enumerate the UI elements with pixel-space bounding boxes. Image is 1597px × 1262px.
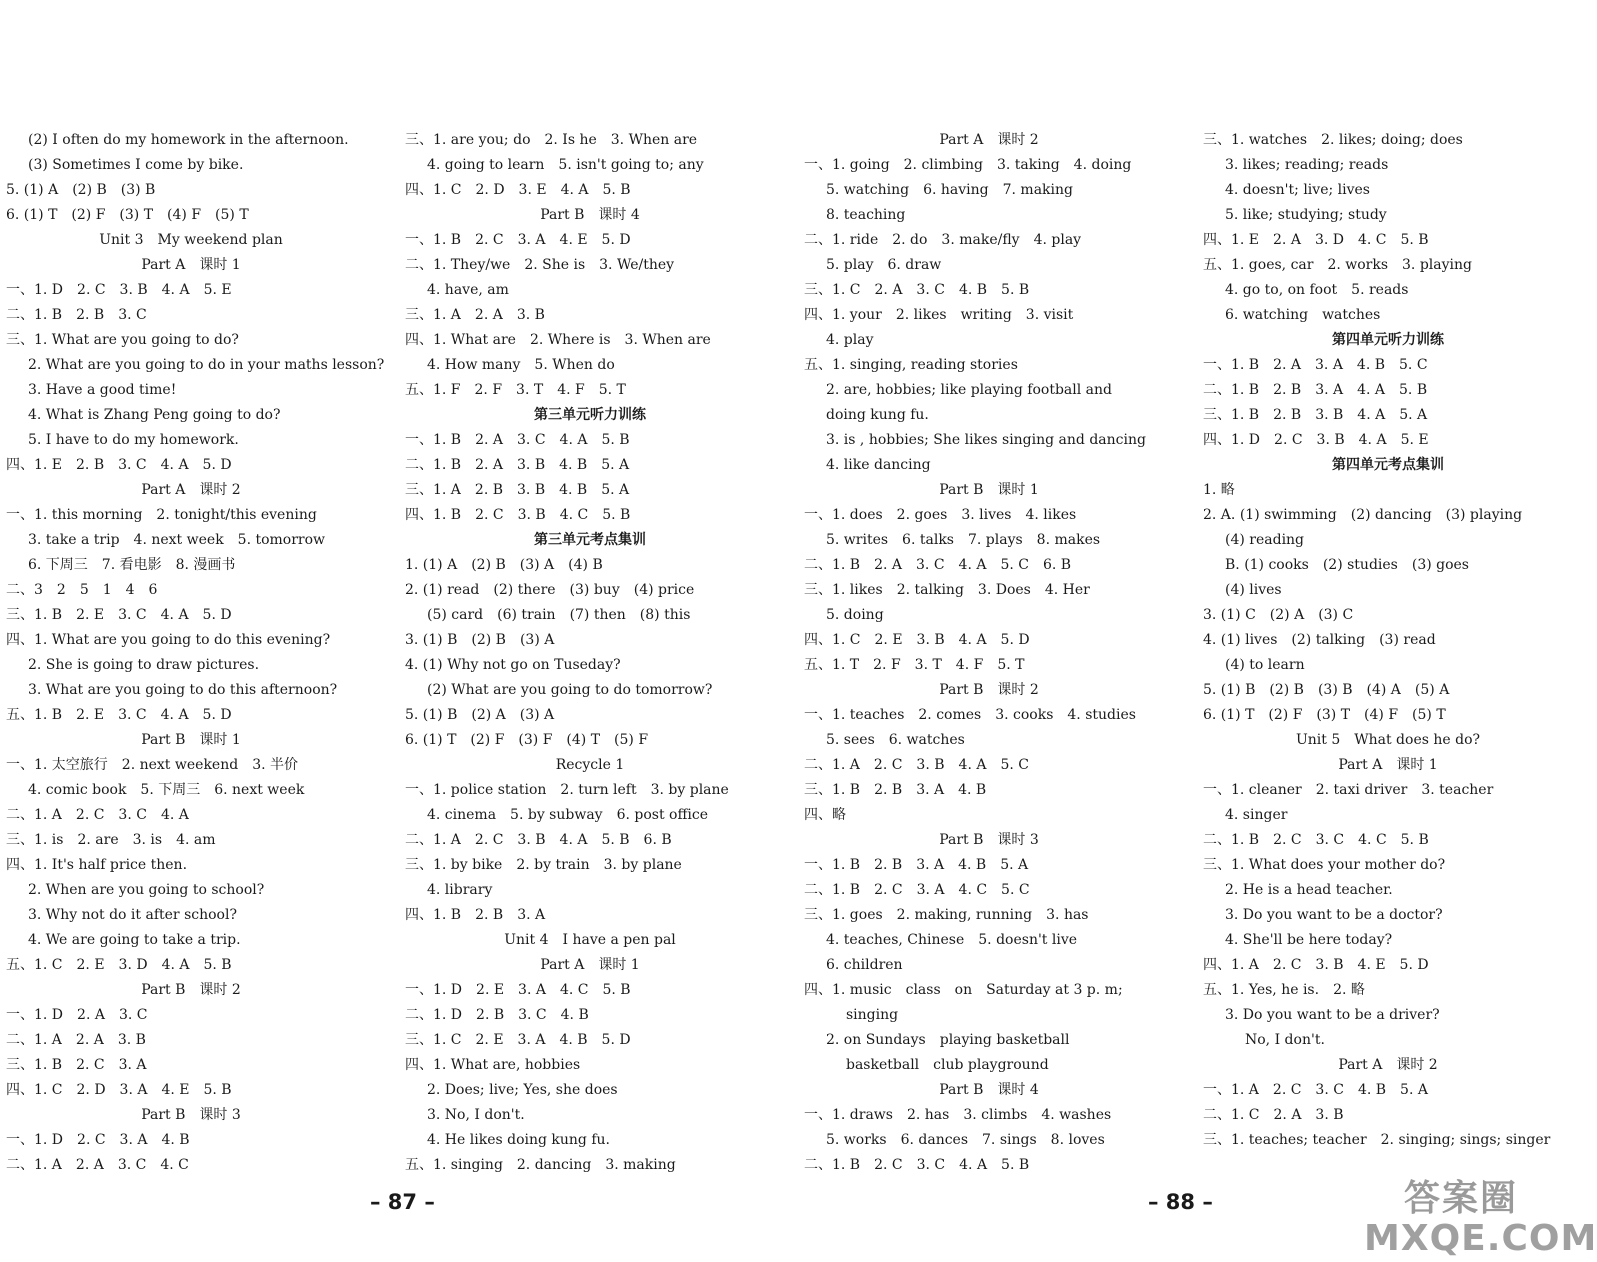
watermark-logo-text: 答案圈 [1404,1178,1519,1219]
answer-line: (3) Sometimes I come by bike. [28,157,244,173]
answer-line: 三、1. B 2. B 3. B 4. A 5. A [1203,407,1428,423]
answer-line: 3. No, I don't. [427,1107,525,1123]
answer-line: 三、1. teaches; teacher 2. singing; sings; singer [1203,1132,1551,1148]
answer-line: 5. play 6. draw [826,257,942,273]
answer-line: 3. Do you want to be a doctor? [1225,907,1443,923]
answer-line: 一、1. B 2. A 3. A 4. B 5. C [1203,357,1428,373]
answer-line: (4) lives [1225,582,1282,598]
answer-line: 五、1. T 2. F 3. T 4. F 5. T [804,657,1025,673]
answer-line: 4. teaches, Chinese 5. doesn't live [826,932,1078,948]
answer-line: (2) What are you going to do tomorrow? [427,682,713,698]
answer-line: 5. like; studying; study [1225,207,1387,223]
answer-line: 三、1. by bike 2. by train 3. by plane [405,857,682,873]
answer-line: 6. children [826,957,903,973]
answer-line: 三、1. B 2. B 3. A 4. B [804,782,987,798]
answer-line: 5. I have to do my homework. [28,432,239,448]
answer-line: 四、1. E 2. B 3. C 4. A 5. D [6,457,232,473]
answer-line: 5. (1) A (2) B (3) B [6,182,156,198]
answer-line: 4. comic book 5. 下周三 6. next week [28,782,305,798]
answer-line: 3. is , hobbies; She likes singing and dancing [826,432,1146,448]
answer-line: 3. Why not do it after school? [28,907,237,923]
section-heading: Part A 课时 2 [141,482,241,498]
answer-line: 2. are, hobbies; like playing football and [826,382,1112,398]
answer-line: 二、1. A 2. C 3. B 4. A 5. C [804,757,1029,773]
answer-line: 二、1. ride 2. do 3. make/fly 4. play [804,232,1082,248]
answer-line: 五、1. goes, car 2. works 3. playing [1203,257,1472,273]
answer-line: 一、1. cleaner 2. taxi driver 3. teacher [1203,782,1494,798]
answer-line: 三、1. C 2. A 3. C 4. B 5. B [804,282,1030,298]
answer-line: 3. (1) B (2) B (3) A [405,632,555,648]
answer-line: 五、1. B 2. E 3. C 4. A 5. D [6,707,232,723]
answer-line: 4. cinema 5. by subway 6. post office [427,807,709,823]
column-2 [405,128,775,1178]
answer-line: 4. go to, on foot 5. reads [1225,282,1409,298]
answer-line: 三、1. is 2. are 3. is 4. am [6,832,216,848]
section-heading: Part A 课时 1 [141,257,241,273]
answer-line: 二、1. B 2. C 3. C 4. C 5. B [1203,832,1429,848]
answer-line: 2. When are you going to school? [28,882,265,898]
answer-line: 四、1. D 2. C 3. B 4. A 5. E [1203,432,1429,448]
answer-line: 一、1. D 2. E 3. A 4. C 5. B [405,982,631,998]
answer-line: 四、1. What are 2. Where is 3. When are [405,332,711,348]
answer-line: 一、1. A 2. C 3. C 4. B 5. A [1203,1082,1428,1098]
answer-line: 二、1. B 2. C 3. A 4. C 5. C [804,882,1030,898]
answer-line: 6. (1) T (2) F (3) T (4) F (5) T [6,207,249,223]
answer-line: 4. doesn't; live; lives [1225,182,1370,198]
answer-line: 3. Have a good time! [28,382,177,398]
page-number-right: – 88 – [1148,1190,1213,1214]
answer-line: 一、1. B 2. C 3. A 4. E 5. D [405,232,631,248]
answer-line: 三、1. B 2. C 3. A [6,1057,147,1073]
answer-line: 一、1. D 2. C 3. B 4. A 5. E [6,282,232,298]
answer-line: 4. We are going to take a trip. [28,932,241,948]
section-heading: Part B 课时 4 [939,1082,1039,1098]
answer-line: 四、1. C 2. D 3. A 4. E 5. B [6,1082,232,1098]
column-1 [6,128,385,1178]
answer-line: 五、1. F 2. F 3. T 4. F 5. T [405,382,626,398]
answer-line: 四、1. C 2. E 3. B 4. A 5. D [804,632,1030,648]
answer-line: 四、1. B 2. B 3. A [405,907,546,923]
answer-line: 三、1. goes 2. making, running 3. has [804,907,1089,923]
answer-line: 二、1. D 2. B 3. C 4. B [405,1007,589,1023]
answer-line: 一、1. does 2. goes 3. lives 4. likes [804,507,1077,523]
answer-line: 四、略 [804,807,846,823]
answer-line: 一、1. 太空旅行 2. next weekend 3. 半价 [6,757,298,773]
answer-line: 二、1. B 2. C 3. C 4. A 5. B [804,1157,1030,1173]
answer-line: 4. singer [1225,807,1288,823]
answer-line: (4) reading [1225,532,1305,548]
answer-line: 4. She'll be here today? [1225,932,1393,948]
answer-line: 2. A. (1) swimming (2) dancing (3) playing [1203,507,1523,523]
answer-line: 6. watching watches [1225,307,1381,323]
answer-line: 一、1. B 2. A 3. C 4. A 5. B [405,432,630,448]
answer-line: 五、1. C 2. E 3. D 4. A 5. B [6,957,232,973]
answer-line: 二、1. C 2. A 3. B [1203,1107,1344,1123]
section-heading: 第四单元考点集训 [1332,457,1444,473]
section-heading: Part B 课时 1 [939,482,1039,498]
section-heading: 第三单元考点集训 [534,532,646,548]
answer-line: 2. She is going to draw pictures. [28,657,260,673]
answer-line: 一、1. teaches 2. comes 3. cooks 4. studies [804,707,1136,723]
answer-line: 3. Do you want to be a driver? [1225,1007,1440,1023]
answer-line: 6. 下周三 7. 看电影 8. 漫画书 [28,557,236,573]
column-3 [804,128,1174,1178]
answer-line: 三、1. watches 2. likes; doing; does [1203,132,1463,148]
answer-line: 4. (1) Why not go on Tuseday? [405,657,621,673]
answer-line: 5. works 6. dances 7. sings 8. loves [826,1132,1105,1148]
answer-line: 4. going to learn 5. isn't going to; any [427,157,704,173]
section-heading: Unit 4 I have a pen pal [504,932,676,948]
answer-line: 4. (1) lives (2) talking (3) read [1203,632,1436,648]
answer-line: 三、1. C 2. E 3. A 4. B 5. D [405,1032,631,1048]
answer-line: 四、1. E 2. A 3. D 4. C 5. B [1203,232,1429,248]
answer-line: 6. (1) T (2) F (3) F (4) T (5) F [405,732,649,748]
answer-line: 5. watching 6. having 7. making [826,182,1073,198]
section-heading: Part B 课时 2 [141,982,241,998]
answer-line: 四、1. your 2. likes writing 3. visit [804,307,1074,323]
section-heading: Part B 课时 3 [141,1107,241,1123]
answer-line: 四、1. What are, hobbies [405,1057,581,1073]
section-heading: Part A 课时 1 [1338,757,1438,773]
answer-line: 二、1. They/we 2. She is 3. We/they [405,257,675,273]
answer-line: 二、1. B 2. B 3. A 4. A 5. B [1203,382,1428,398]
answer-line: 五、1. singing 2. dancing 3. making [405,1157,676,1173]
answer-line: 四、1. A 2. C 3. B 4. E 5. D [1203,957,1429,973]
answer-line: 四、1. music class on Saturday at 3 p. m; [804,982,1123,998]
answer-line: 一、1. D 2. C 3. A 4. B [6,1132,190,1148]
answer-line: 二、1. A 2. A 3. B [6,1032,146,1048]
answer-line: 3. likes; reading; reads [1225,157,1389,173]
section-heading: 第四单元听力训练 [1332,332,1444,348]
section-heading: 第三单元听力训练 [534,407,646,423]
answer-line: 三、1. A 2. B 3. B 4. B 5. A [405,482,630,498]
answer-line: 二、1. A 2. C 3. B 4. A 5. B 6. B [405,832,672,848]
page-number-left: – 87 – [370,1190,435,1214]
answer-line: 五、1. Yes, he is. 2. 略 [1203,982,1365,998]
answer-line: 4. How many 5. When do [427,357,615,373]
answer-line: 三、1. What does your mother do? [1203,857,1446,873]
section-heading: Recycle 1 [555,757,625,773]
answer-line: (4) to learn [1225,657,1305,673]
answer-line: 一、1. this morning 2. tonight/this evening [6,507,317,523]
answer-line: (5) card (6) train (7) then (8) this [427,607,691,623]
answer-line: 5. writes 6. talks 7. plays 8. makes [826,532,1101,548]
answer-line: 3. (1) C (2) A (3) C [1203,607,1354,623]
answer-line: 二、1. A 2. C 3. C 4. A [6,807,189,823]
answer-line: 2. Does; live; Yes, she does [427,1082,618,1098]
answer-line: 1. (1) A (2) B (3) A (4) B [405,557,603,573]
answer-line: 1. 略 [1203,482,1235,498]
answer-line: No, I don't. [1245,1032,1325,1048]
section-heading: Part B 课时 2 [939,682,1039,698]
answer-line: 三、1. are you; do 2. Is he 3. When are [405,132,698,148]
answer-line: 四、1. What are you going to do this evening? [6,632,331,648]
section-heading: Part A 课时 2 [939,132,1039,148]
answer-line: basketball club playground [846,1057,1049,1073]
answer-line: 4. have, am [427,282,509,298]
answer-line: 三、1. likes 2. talking 3. Does 4. Her [804,582,1090,598]
section-heading: Part B 课时 1 [141,732,241,748]
answer-line: 五、1. singing, reading stories [804,357,1018,373]
answer-line: 8. teaching [826,207,906,223]
answer-line: 5. sees 6. watches [826,732,965,748]
answer-line: 5. (1) B (2) A (3) A [405,707,555,723]
answer-line: 2. He is a head teacher. [1225,882,1393,898]
answer-line: 5. (1) B (2) B (3) B (4) A (5) A [1203,682,1450,698]
answer-line: 一、1. B 2. B 3. A 4. B 5. A [804,857,1029,873]
answer-line: 4. play [826,332,874,348]
section-heading: Unit 5 What does he do? [1295,732,1481,748]
answer-line: 4. He likes doing kung fu. [427,1132,610,1148]
answer-line: 一、1. draws 2. has 3. climbs 4. washes [804,1107,1112,1123]
answer-line: 2. What are you going to do in your maths lesson? [28,357,385,373]
answer-line: 2. (1) read (2) there (3) buy (4) price [405,582,695,598]
answer-line: 二、1. B 2. A 3. B 4. B 5. A [405,457,630,473]
section-heading: Part B 课时 3 [939,832,1039,848]
watermark-url: MXQE.COM [1364,1218,1597,1259]
section-heading: Part B 课时 4 [540,207,640,223]
answer-line: doing kung fu. [826,407,929,423]
answer-line: 三、1. B 2. E 3. C 4. A 5. D [6,607,232,623]
column-4 [1203,128,1573,1153]
section-heading: Unit 3 My weekend plan [99,232,283,248]
answer-line: 一、1. D 2. A 3. C [6,1007,148,1023]
answer-line: 一、1. going 2. climbing 3. taking 4. doing [804,157,1132,173]
answer-line: 四、1. It's half price then. [6,857,188,873]
answer-line: 6. (1) T (2) F (3) T (4) F (5) T [1203,707,1446,723]
answer-line: 4. What is Zhang Peng going to do? [28,407,281,423]
answer-line: 3. What are you going to do this afternoon? [28,682,338,698]
answer-line: 二、3 2 5 1 4 6 [6,582,158,598]
answer-line: (2) I often do my homework in the afternoon. [28,132,349,148]
answer-line: 2. on Sundays playing basketball [826,1032,1070,1048]
answer-line: 三、1. What are you going to do? [6,332,239,348]
answer-line: 一、1. police station 2. turn left 3. by plane [405,782,729,798]
answer-line: 二、1. B 2. B 3. C [6,307,147,323]
section-heading: Part A 课时 2 [1338,1057,1438,1073]
section-heading: Part A 课时 1 [540,957,640,973]
answer-line: 5. doing [826,607,884,623]
answer-line: 二、1. A 2. A 3. C 4. C [6,1157,189,1173]
answer-line: 四、1. B 2. C 3. B 4. C 5. B [405,507,631,523]
answer-line: singing [846,1007,899,1023]
answer-line: B. (1) cooks (2) studies (3) goes [1225,557,1469,573]
answer-line: 二、1. B 2. A 3. C 4. A 5. C 6. B [804,557,1072,573]
answer-line: 三、1. A 2. A 3. B [405,307,545,323]
answer-line: 4. like dancing [826,457,931,473]
answer-line: 四、1. C 2. D 3. E 4. A 5. B [405,182,631,198]
answer-line: 3. take a trip 4. next week 5. tomorrow [28,532,326,548]
answer-line: 4. library [427,882,493,898]
